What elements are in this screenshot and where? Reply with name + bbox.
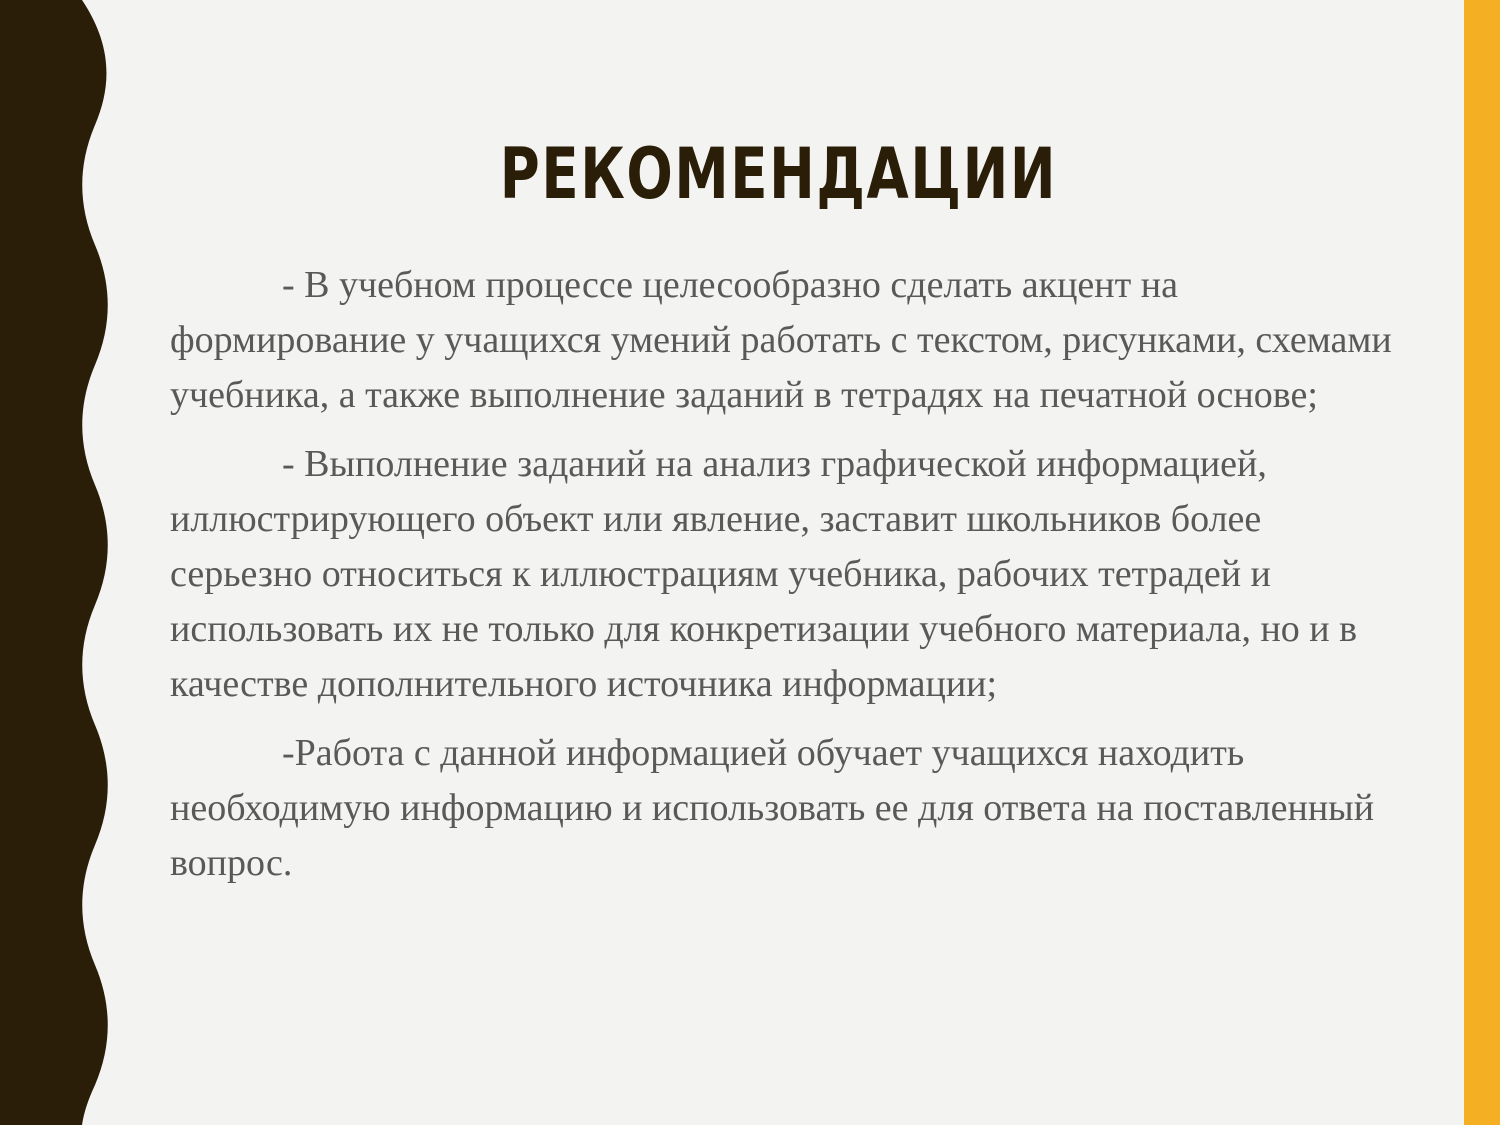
wavy-left-border [0, 0, 120, 1125]
recommendation-paragraph-3: -Работа с данной информацией обучает учащихся находить необходимую информацию и использовать ее для ответа на поставленный вопрос. [170, 732, 1375, 884]
recommendation-paragraph-2: - Выполнение заданий на анализ графической информацией, иллюстрирующего объект или явление, заставит школьников более серьезно относиться к иллюстрациям учебника, рабочих тетрадей и использовать их не только для конкретизации учебного материала, но и в качестве дополнительного источника информации; [170, 443, 1358, 705]
slide-body [170, 258, 1400, 905]
slide-title: РЕКОМЕНДАЦИИ [499, 133, 1058, 215]
recommendation-paragraph-1: - В учебном процессе целесообразно сделать акцент на формирование у учащихся умений работать с текстом, рисунками, схемами учебника, а также выполнение заданий в тетрадях на печатной основе; [170, 264, 1392, 416]
right-accent-bar [1464, 0, 1500, 1125]
